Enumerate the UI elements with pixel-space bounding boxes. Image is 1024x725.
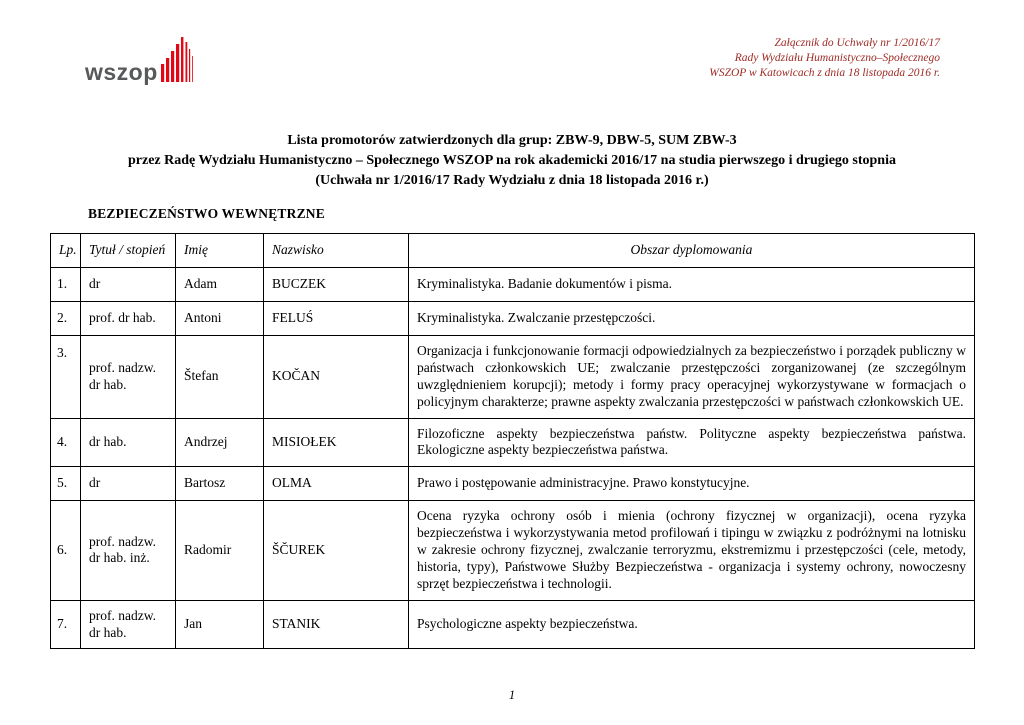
- cell-lp: 6.: [51, 501, 81, 600]
- cell-lp: 5.: [51, 467, 81, 501]
- cell-area: Psychologiczne aspekty bezpieczeństwa.: [409, 600, 975, 649]
- cell-last-name: FELUŚ: [264, 302, 409, 336]
- cell-last-name: OLMA: [264, 467, 409, 501]
- document-title-line-3: (Uchwała nr 1/2016/17 Rady Wydziału z dnia 18 listopada 2016 r.): [315, 172, 709, 188]
- header-title: Tytuł / stopień: [81, 234, 176, 268]
- cell-title: dr: [81, 467, 176, 501]
- cell-area: Organizacja i funkcjonowanie formacji odpowiedzialnych za bezpieczeństwo i porządek publiczny w państwach członkowskich UE; zwalczanie przestępczości zorganizowanej (ze szczególnym uwzględnieniem korupcji); metody i formy pracy operacyjnej wykorzystywane w formacjach o policyjnym charakterze; prawne aspekty zwalczania przestępczości w państwach członkowskich UE.: [409, 336, 975, 419]
- cell-area: Kryminalistyka. Badanie dokumentów i pisma.: [409, 268, 975, 302]
- cell-title: prof. dr hab.: [81, 302, 176, 336]
- cell-last-name: KOČAN: [264, 336, 409, 419]
- cell-area: Filozoficzne aspekty bezpieczeństwa państw. Polityczne aspekty bezpieczeństwa państwa. Ekologiczne aspekty bezpieczeństwa państwa.: [409, 418, 975, 467]
- header-last-name: Nazwisko: [264, 234, 409, 268]
- cell-first-name: Andrzej: [176, 418, 264, 467]
- table-row: [51, 418, 975, 467]
- table-header-row: [51, 234, 975, 268]
- cell-first-name: Antoni: [176, 302, 264, 336]
- cell-first-name: Jan: [176, 600, 264, 649]
- page-header: [85, 36, 940, 86]
- cell-lp: 4.: [51, 418, 81, 467]
- cell-title: prof. nadzw. dr hab. inż.: [81, 501, 176, 600]
- header-first-name: Imię: [176, 234, 264, 268]
- cell-area: Ocena ryzyka ochrony osób i mienia (ochrony fizycznej w organizacji), ocena ryzyka bezpieczeństwa i wykorzystywania metod profilowań i tipingu w związku z podróżnymi na lotnisku w zakresie ochrony fizycznej, zwalczanie terroryzmu, ekstremizmu i przestępczości (cele, metody, historia, typy), Państwowe Służby Bezpieczeństwa - organizacja i systemy ochrony, nowoczesny sprzęt bezpieczeństwa i technologii.: [409, 501, 975, 600]
- cell-title: prof. nadzw. dr hab.: [81, 600, 176, 649]
- document-title-line-1: Lista promotorów zatwierdzonych dla grup: ZBW-9, DBW-5, SUM ZBW-3: [287, 133, 737, 148]
- cell-area: Prawo i postępowanie administracyjne. Prawo konstytucyjne.: [409, 467, 975, 501]
- table-row: [51, 600, 975, 649]
- cell-last-name: MISIOŁEK: [264, 418, 409, 467]
- cell-title: prof. nadzw. dr hab.: [81, 336, 176, 419]
- cell-last-name: BUCZEK: [264, 268, 409, 302]
- cell-title: dr hab.: [81, 418, 176, 467]
- section-header: BEZPIECZEŃSTWO WEWNĘTRZNE: [88, 206, 325, 221]
- cell-last-name: ŠČUREK: [264, 501, 409, 600]
- document-title: [40, 131, 984, 191]
- cell-lp: 1.: [51, 268, 81, 302]
- attachment-annotation: [709, 36, 940, 82]
- table-row: [51, 336, 975, 419]
- table-row: [51, 302, 975, 336]
- cell-first-name: Radomir: [176, 501, 264, 600]
- cell-title: dr: [81, 268, 176, 302]
- document-title-line-2: przez Radę Wydziału Humanistyczno – Społecznego WSZOP na rok akademicki 2016/17 na studia pierwszego i drugiego stopnia: [128, 152, 896, 168]
- wszop-logo-text: wszop: [85, 59, 158, 86]
- annotation-line-2: Rady Wydziału Humanistyczno–Społecznego: [734, 52, 940, 65]
- annotation-line-1: Załącznik do Uchwały nr 1/2016/17: [774, 37, 940, 49]
- cell-first-name: Štefan: [176, 336, 264, 419]
- logo-bars-icon: [161, 36, 195, 82]
- promoters-table: [50, 233, 975, 649]
- table-row: [51, 268, 975, 302]
- cell-first-name: Adam: [176, 268, 264, 302]
- header-lp: Lp.: [51, 234, 81, 268]
- cell-lp: 7.: [51, 600, 81, 649]
- header-area: Obszar dyplomowania: [409, 234, 975, 268]
- annotation-line-3: WSZOP w Katowicach z dnia 18 listopada 2016 r.: [709, 67, 940, 80]
- table-row: [51, 467, 975, 501]
- cell-area: Kryminalistyka. Zwalczanie przestępczości.: [409, 302, 975, 336]
- cell-first-name: Bartosz: [176, 467, 264, 501]
- page-number: 1: [508, 688, 516, 702]
- cell-lp: 2.: [51, 302, 81, 336]
- wszop-logo: [85, 36, 195, 86]
- cell-last-name: STANIK: [264, 600, 409, 649]
- cell-lp: 3.: [51, 336, 81, 419]
- table-row: [51, 501, 975, 600]
